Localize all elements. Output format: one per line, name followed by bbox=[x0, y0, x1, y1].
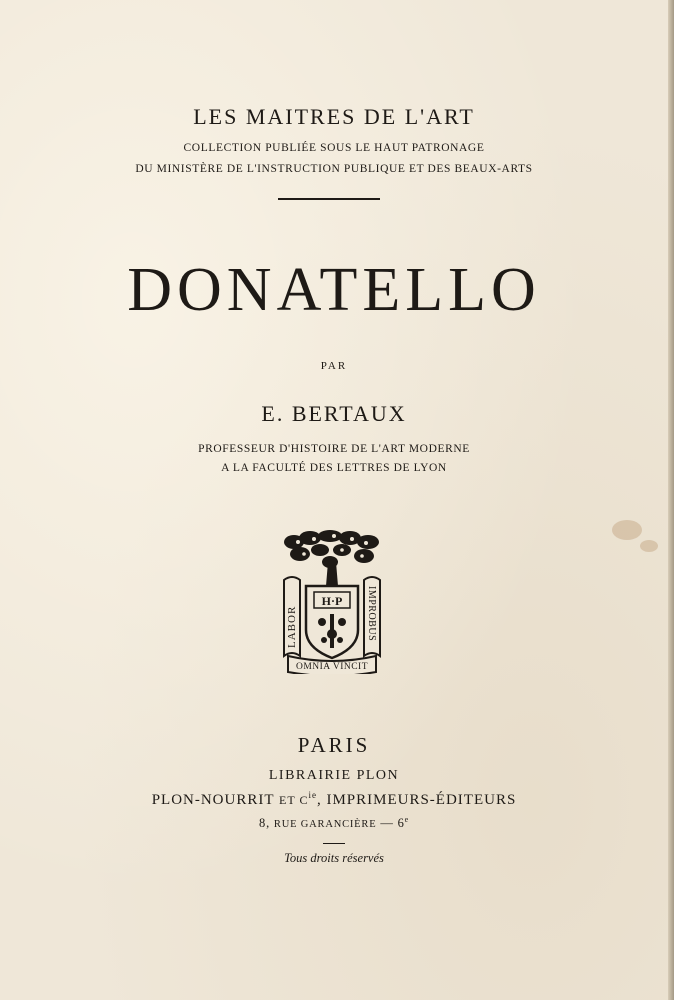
motto-right: IMPROBUS bbox=[366, 586, 377, 642]
foxing-stain bbox=[612, 520, 642, 540]
printers-et: ET C bbox=[279, 793, 309, 807]
author-credentials-2: A LA FACULTÉ DES LETTRES DE LYON bbox=[221, 462, 447, 474]
imprint-house: LIBRAIRIE PLON bbox=[268, 768, 400, 783]
address-number: 8, bbox=[259, 816, 274, 831]
book-title: DONATELLO bbox=[127, 256, 541, 324]
byline-par: PAR bbox=[320, 360, 348, 372]
printers-name: PLON-NOURRIT bbox=[151, 792, 279, 808]
rights-notice: Tous droits réservés bbox=[284, 851, 384, 865]
header-rule bbox=[278, 198, 380, 200]
address-street: RUE GARANCIÈRE bbox=[273, 819, 377, 831]
foxing-stain bbox=[640, 540, 658, 552]
motto-bottom: OMNIA VINCIT bbox=[295, 662, 369, 672]
imprint-city: PARIS bbox=[297, 733, 371, 757]
series-title: LES MAITRES DE L'ART bbox=[193, 104, 475, 129]
collection-line-1: COLLECTION PUBLIÉE SOUS LE HAUT PATRONAGE bbox=[183, 142, 485, 154]
author-credentials-1: PROFESSEUR D'HISTOIRE DE L'ART MODERNE bbox=[198, 443, 470, 455]
printers-role: , IMPRIMEURS-ÉDITEURS bbox=[316, 792, 517, 808]
address-sup: e bbox=[404, 815, 409, 824]
imprint-address bbox=[0, 815, 668, 831]
author-name: E. BERTAUX bbox=[261, 401, 407, 426]
page-edge bbox=[668, 0, 674, 1000]
motto-left: LABOR bbox=[286, 605, 298, 648]
publisher-device-emblem bbox=[280, 530, 384, 674]
printers-sup: ie bbox=[308, 790, 317, 800]
imprint-rule bbox=[323, 843, 345, 844]
monogram: H·P bbox=[321, 594, 343, 608]
address-arrondissement: — 6 bbox=[376, 816, 405, 831]
imprint-printers bbox=[0, 790, 668, 809]
collection-line-2: DU MINISTÈRE DE L'INSTRUCTION PUBLIQUE ET DES BEAUX-ARTS bbox=[135, 163, 533, 175]
